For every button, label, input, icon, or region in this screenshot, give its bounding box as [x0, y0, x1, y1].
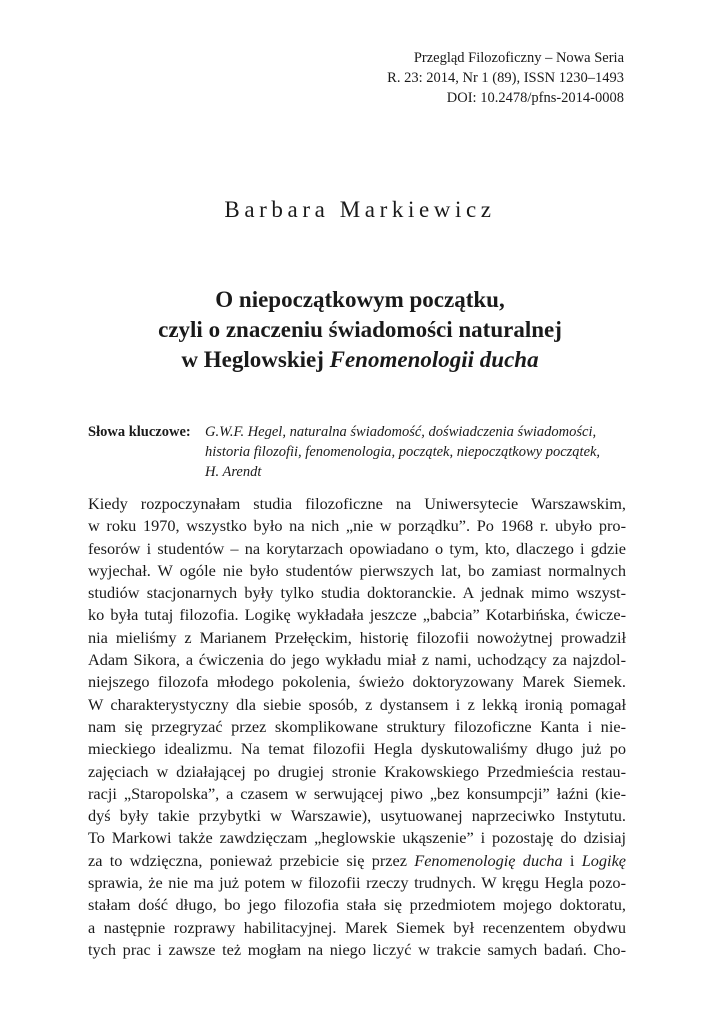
body-line: racji „Staropolska”, a czasem w serwującej piwo „bez konsumpcji” łaźni (kie- — [88, 783, 626, 803]
body-line: stałam dość długo, bo jego filozofia stała się przedmiotem mojego doktoratu, — [88, 895, 626, 915]
title-line-3-italic: Fenomenologii ducha — [329, 347, 539, 372]
body-line: nam się przegryzać przez skomplikowane struktury filozoficzne Kanta i nie- — [88, 716, 626, 736]
body-line: zajęciach w działającej po drugiej stronie Krakowskiego Przedmieścia restau- — [88, 761, 626, 781]
body-line: sprawia, że nie ma już potem w filozofii rzeczy trudnych. W kręgu Hegla pozo- — [88, 873, 626, 893]
body-line: tych prac i zawsze też mogłam na niego liczyć w trakcie samych badań. Cho- — [88, 939, 626, 959]
body-text — [88, 493, 626, 961]
body-line-mixed — [88, 850, 626, 872]
body-line-connector: i — [562, 850, 582, 870]
author-name: Barbara Markiewicz — [224, 197, 496, 222]
title-line-2: czyli o znaczeniu świadomości naturalnej — [158, 317, 562, 342]
italic-work-title: Logikę — [581, 850, 627, 870]
body-line: mieckiego idealizmu. Na temat filozofii Hegla dyskutowaliśmy długo już po — [88, 739, 626, 759]
body-line: dyś były takie przybytki w Warszawie), usytuowanej naprzeciwko Instytutu. — [88, 806, 626, 826]
body-line: studiów stacjonarnych były tylko studia doktoranckie. A jednak mimo wszyst- — [88, 583, 626, 603]
body-line: wyjechał. W ogóle nie było studentów pierwszych lat, bo zamiast normalnych — [88, 560, 626, 580]
body-line: Kiedy rozpoczynałam studia filozoficzne na Uniwersytecie Warszawskim, — [88, 494, 626, 513]
journal-header — [144, 48, 624, 108]
keywords-line: G.W.F. Hegel, naturalna świadomość, doświadczenia świadomości, — [205, 424, 597, 440]
body-line: ko była tutaj filozofia. Logikę wykładała jeszcze „babcia” Kotarbińska, ćwicze- — [88, 605, 626, 625]
title-line-3 — [60, 345, 660, 375]
body-line: nia mieliśmy z Marianem Przełęckim, historię filozofii nowożytnej prowadził — [88, 627, 626, 647]
journal-volume: R. 23: 2014, Nr 1 (89), ISSN 1230–1493 — [387, 70, 624, 86]
body-line: niejszego filozofa młodego pokolenia, świeżo doktoryzowany Marek Siemek. — [88, 672, 626, 692]
journal-name: Przegląd Filozoficzny – Nowa Seria — [413, 50, 624, 66]
keywords-label: Słowa kluczowe: — [88, 424, 191, 440]
body-line: fesorów i studentów – na korytarzach opowiadano o tym, kto, dlaczego i gdzie — [88, 538, 626, 558]
body-line: w roku 1970, wszystko było na nich „nie w porządku”. Po 1968 r. ubyło pro- — [88, 516, 626, 536]
body-line: W charakterystyczny dla siebie sposób, z dystansem i z lekką ironią pomagał — [88, 694, 626, 714]
title-line-3-prefix: w Heglowskiej — [181, 347, 324, 372]
keywords-line: H. Arendt — [205, 464, 262, 480]
body-line: To Markowi także zawdzięczam „heglowskie ukąszenie” i pozostaję do dzisiaj — [88, 828, 626, 848]
article-title — [60, 285, 660, 375]
italic-work-title: Fenomenologię ducha — [414, 850, 563, 870]
keywords-line: historia filozofii, fenomenologia, początek, niepoczątkowy początek, — [205, 444, 601, 460]
journal-doi: DOI: 10.2478/pfns-2014-0008 — [446, 90, 624, 106]
title-line-1: O niepoczątkowym początku, — [215, 287, 505, 312]
body-line: Adam Sikora, a ćwiczenia do jego wykładu miał z nami, uchodzący za najzdol- — [88, 650, 626, 670]
keywords-list — [205, 422, 600, 482]
body-line-text: za to wdzięczna, ponieważ przebicie się przez — [88, 850, 407, 870]
body-line: a następnie rozprawy habilitacyjnej. Marek Siemek był recenzentem obydwu — [88, 917, 626, 937]
